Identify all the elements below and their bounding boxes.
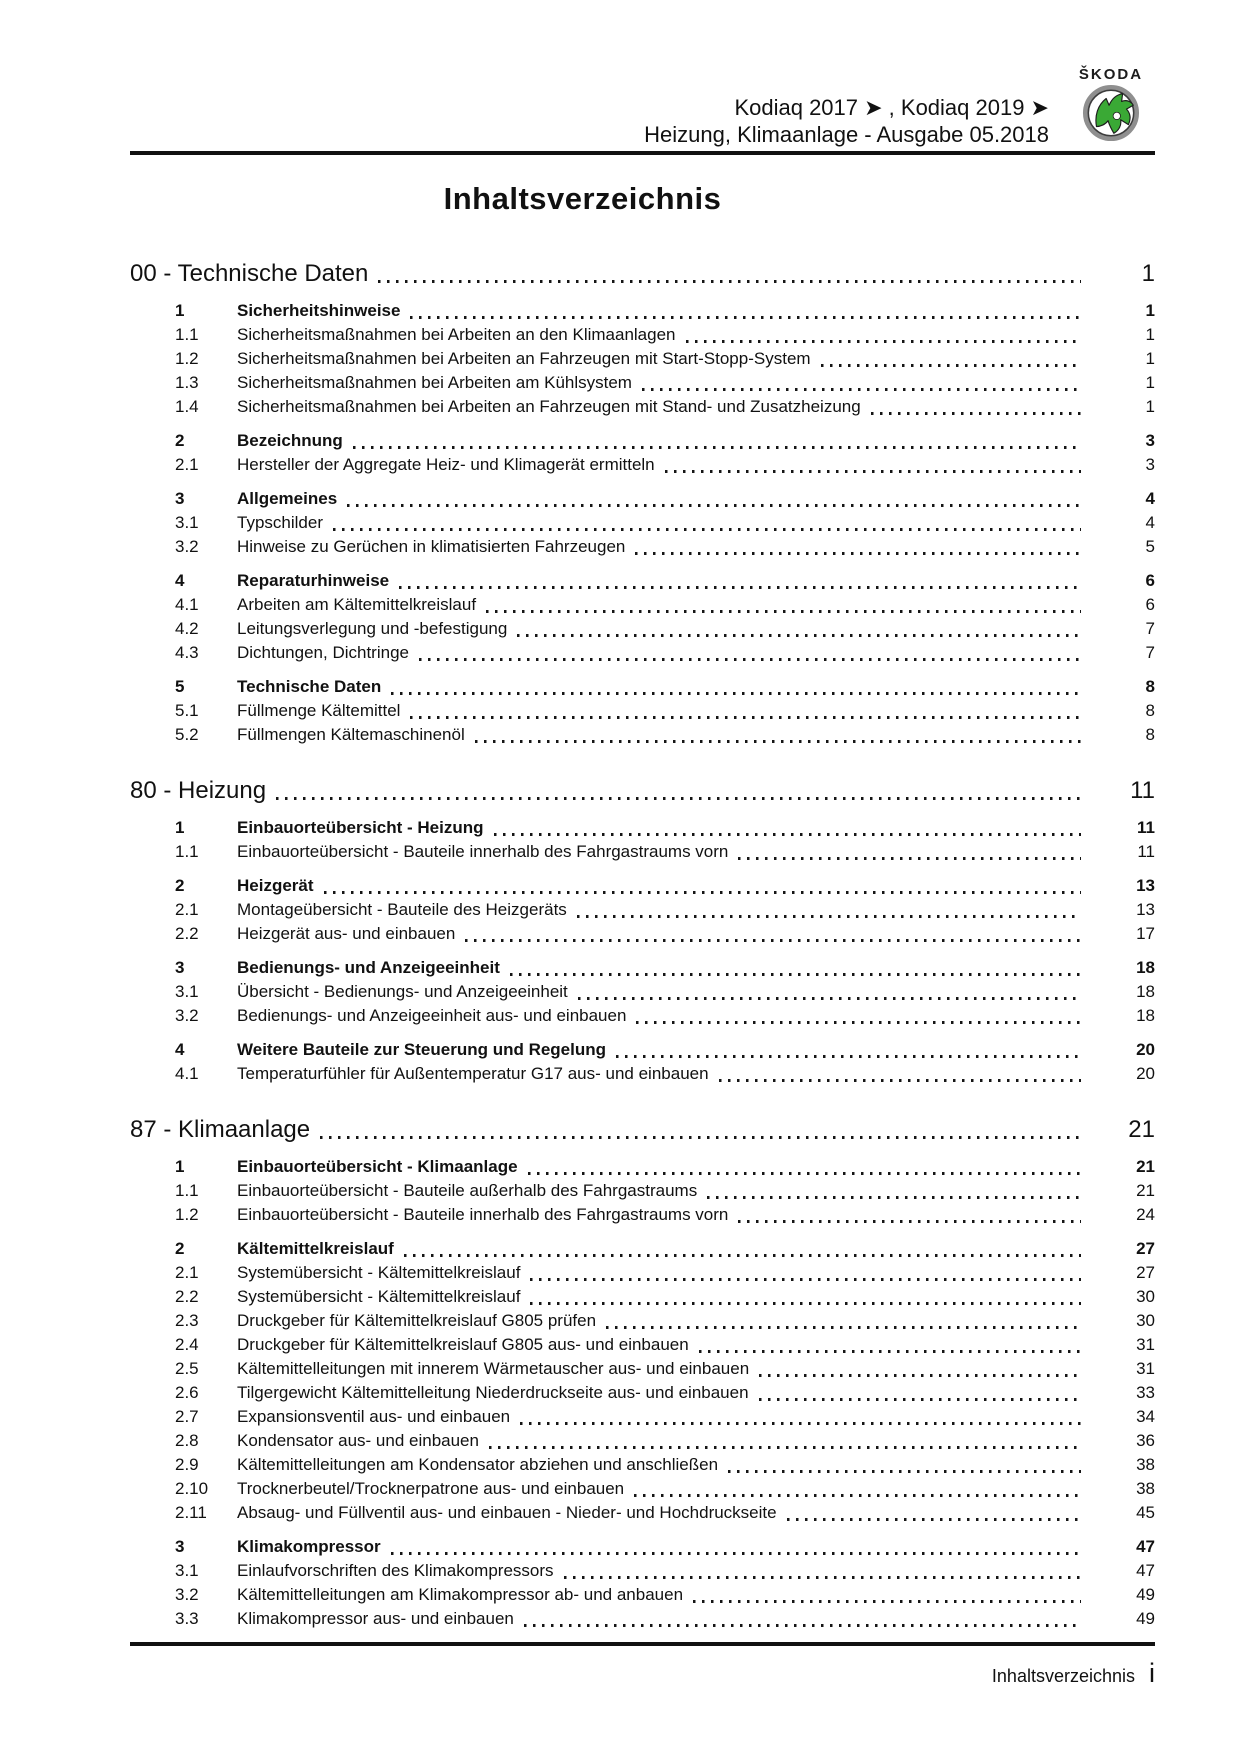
dotted-leader bbox=[475, 740, 1081, 743]
toc-entry-row[interactable] bbox=[130, 323, 1155, 347]
toc-entry-number: 3.3 bbox=[175, 1609, 199, 1628]
dotted-leader bbox=[871, 412, 1081, 415]
dotted-leader bbox=[636, 1021, 1081, 1024]
toc-entry-row[interactable] bbox=[130, 1607, 1155, 1631]
toc-entry-number: 4.1 bbox=[175, 595, 199, 614]
toc-entry-page-number: 49 bbox=[1136, 1585, 1155, 1604]
dotted-leader bbox=[486, 610, 1081, 613]
dotted-leader bbox=[642, 388, 1081, 391]
toc-entry-page-number: 1 bbox=[1145, 301, 1155, 320]
dotted-leader bbox=[530, 1302, 1081, 1305]
skoda-wordmark: ŠKODA bbox=[1078, 66, 1144, 83]
toc-entry-page-number: 4 bbox=[1145, 489, 1155, 508]
toc-entry-page-number: 49 bbox=[1136, 1609, 1155, 1628]
dotted-leader bbox=[686, 340, 1082, 343]
toc-entry-page-number: 3 bbox=[1145, 431, 1155, 450]
toc-entry-page-number: 24 bbox=[1136, 1205, 1155, 1224]
toc-entry-title: Einbauorteübersicht - Bauteile außerhalb des Fahrgastraums bbox=[237, 1181, 698, 1200]
dotted-leader bbox=[699, 1350, 1081, 1353]
toc-entry-page-number: 31 bbox=[1136, 1359, 1155, 1378]
toc-section-label: 87 - Klimaanlage bbox=[130, 1116, 311, 1143]
toc-entry-row[interactable] bbox=[130, 980, 1155, 1004]
dotted-leader bbox=[347, 504, 1081, 507]
toc-entry-title: Reparaturhinweise bbox=[237, 571, 390, 590]
toc-entry-title: Allgemeines bbox=[237, 489, 338, 508]
toc-entry-number: 2 bbox=[175, 431, 185, 450]
toc-entry-title: Temperaturfühler für Außentemperatur G17 aus- und einbauen bbox=[237, 1064, 709, 1083]
dotted-leader bbox=[564, 1576, 1081, 1579]
toc-entry-page-number: 1 bbox=[1145, 349, 1155, 368]
footer-page-number: i bbox=[1149, 1658, 1155, 1688]
toc-entry-title: Klimakompressor aus- und einbauen bbox=[237, 1609, 514, 1628]
dotted-leader bbox=[410, 316, 1081, 319]
toc-entry-title: Montageübersicht - Bauteile des Heizgeräts bbox=[237, 900, 567, 919]
toc-entry-row[interactable] bbox=[130, 956, 1155, 980]
toc-entry-title: Füllmenge Kältemittel bbox=[237, 701, 401, 720]
toc-entry-number: 2 bbox=[175, 876, 185, 895]
toc-entry-number: 3.2 bbox=[175, 537, 199, 556]
dotted-leader bbox=[665, 470, 1081, 473]
toc-entry-number: 3.1 bbox=[175, 982, 199, 1001]
toc-entry-title: Einbauorteübersicht - Bauteile innerhalb des Fahrgastraums vorn bbox=[237, 842, 729, 861]
table-of-contents bbox=[130, 259, 1155, 1631]
toc-entry-row[interactable] bbox=[130, 1583, 1155, 1607]
toc-entry-title: Hinweise zu Gerüchen in klimatisierten Fahrzeugen bbox=[237, 537, 626, 556]
toc-entry-title: Sicherheitsmaßnahmen bei Arbeiten an Fahrzeugen mit Stand- und Zusatzheizung bbox=[237, 397, 861, 416]
toc-entry-row[interactable] bbox=[130, 371, 1155, 395]
dotted-leader bbox=[391, 692, 1081, 695]
toc-entry-number: 1 bbox=[175, 1157, 185, 1176]
toc-entry-title: Dichtungen, Dichtringe bbox=[237, 643, 409, 662]
toc-entry-page-number: 27 bbox=[1136, 1263, 1155, 1282]
toc-section-row[interactable] bbox=[130, 1115, 1155, 1145]
toc-entry-page-number: 21 bbox=[1136, 1157, 1155, 1176]
toc-entry-row[interactable] bbox=[130, 898, 1155, 922]
toc-entry-row[interactable] bbox=[130, 1477, 1155, 1501]
toc-entry-title: Trocknerbeutel/Trocknerpatrone aus- und einbauen bbox=[237, 1479, 625, 1498]
toc-entry-page-number: 33 bbox=[1136, 1383, 1155, 1402]
toc-entry-row[interactable] bbox=[130, 1429, 1155, 1453]
toc-entry-number: 1.1 bbox=[175, 325, 199, 344]
header-document-line: Heizung, Klimaanlage - Ausgabe 05.2018 bbox=[644, 122, 1049, 147]
dotted-leader bbox=[577, 915, 1081, 918]
toc-entry-row[interactable] bbox=[130, 1559, 1155, 1583]
toc-entry-row[interactable] bbox=[130, 617, 1155, 641]
toc-entry-row[interactable] bbox=[130, 535, 1155, 559]
dotted-leader bbox=[399, 586, 1081, 589]
toc-entry-page-number: 38 bbox=[1136, 1455, 1155, 1474]
dotted-leader bbox=[489, 1446, 1081, 1449]
toc-entry-page-number: 47 bbox=[1136, 1537, 1155, 1556]
toc-entry-title: Expansionsventil aus- und einbauen bbox=[237, 1407, 511, 1426]
toc-entry-row[interactable] bbox=[130, 840, 1155, 864]
header-divider bbox=[130, 151, 1155, 155]
toc-entry-row[interactable] bbox=[130, 1285, 1155, 1309]
toc-entry-row[interactable] bbox=[130, 922, 1155, 946]
toc-entry-page-number: 1 bbox=[1145, 373, 1155, 392]
toc-entry-page-number: 8 bbox=[1145, 677, 1155, 696]
dotted-leader bbox=[616, 1055, 1081, 1058]
toc-entry-number: 3.2 bbox=[175, 1585, 199, 1604]
toc-entry-page-number: 36 bbox=[1136, 1431, 1155, 1450]
dotted-leader bbox=[524, 1624, 1081, 1627]
toc-entry-page-number: 30 bbox=[1136, 1311, 1155, 1330]
toc-entry-page-number: 18 bbox=[1136, 1006, 1155, 1025]
toc-entry-title: Systemübersicht - Kältemittelkreislauf bbox=[237, 1287, 521, 1306]
toc-entry-page-number: 6 bbox=[1145, 595, 1155, 614]
toc-section-label: 80 - Heizung bbox=[130, 777, 267, 804]
toc-entry-row[interactable] bbox=[130, 1501, 1155, 1525]
toc-entry-row[interactable] bbox=[130, 453, 1155, 477]
toc-entry-number: 2.11 bbox=[175, 1503, 207, 1522]
toc-entry-title: Arbeiten am Kältemittelkreislauf bbox=[237, 595, 477, 614]
dotted-leader bbox=[320, 1136, 1081, 1139]
toc-entry-title: Absaug- und Füllventil aus- und einbauen - Nieder- und Hochdruckseite bbox=[237, 1503, 777, 1522]
toc-entry-number: 3.1 bbox=[175, 1561, 199, 1580]
toc-section-row[interactable] bbox=[130, 776, 1155, 806]
toc-entry-row[interactable] bbox=[130, 874, 1155, 898]
toc-entry-page-number: 3 bbox=[1145, 455, 1155, 474]
dotted-leader bbox=[520, 1422, 1081, 1425]
dotted-leader bbox=[324, 891, 1081, 894]
toc-entry-title: Übersicht - Bedienungs- und Anzeigeeinheit bbox=[237, 982, 568, 1001]
toc-entry-number: 3 bbox=[175, 1537, 185, 1556]
toc-entry-page-number: 5 bbox=[1145, 537, 1155, 556]
toc-entry-page-number: 17 bbox=[1136, 924, 1155, 943]
toc-entry-row[interactable] bbox=[130, 675, 1155, 699]
dotted-leader bbox=[494, 833, 1081, 836]
dotted-leader bbox=[578, 997, 1081, 1000]
toc-entry-number: 2.6 bbox=[175, 1383, 199, 1402]
toc-entry-page-number: 1 bbox=[1145, 397, 1155, 416]
toc-entry-title: Tilgergewicht Kältemittelleitung Niederdruckseite aus- und einbauen bbox=[237, 1383, 749, 1402]
toc-entry-title: Weitere Bauteile zur Steuerung und Regelung bbox=[237, 1040, 607, 1059]
toc-entry-number: 1.3 bbox=[175, 373, 199, 392]
toc-entry-number: 1.2 bbox=[175, 349, 199, 368]
toc-entry-number: 4 bbox=[175, 1040, 185, 1059]
toc-entry-number: 3.1 bbox=[175, 513, 199, 532]
toc-entry-row[interactable] bbox=[130, 641, 1155, 665]
dotted-leader bbox=[634, 1494, 1081, 1497]
toc-entry-title: Heizgerät bbox=[237, 876, 314, 895]
toc-section bbox=[130, 1115, 1155, 1631]
toc-entry-row[interactable] bbox=[130, 723, 1155, 747]
toc-entry-title: Sicherheitsmaßnahmen bei Arbeiten an den Klimaanlagen bbox=[237, 325, 676, 344]
toc-entry-page-number: 4 bbox=[1145, 513, 1155, 532]
toc-entry-title: Kältemittelkreislauf bbox=[237, 1239, 394, 1258]
toc-entry-title: Einbauorteübersicht - Heizung bbox=[237, 818, 484, 837]
toc-entry-page-number: 20 bbox=[1136, 1064, 1155, 1083]
dotted-leader bbox=[353, 446, 1081, 449]
toc-entry-title: Systemübersicht - Kältemittelkreislauf bbox=[237, 1263, 521, 1282]
toc-entry-number: 2.7 bbox=[175, 1407, 199, 1426]
toc-entry-title: Heizgerät aus- und einbauen bbox=[237, 924, 456, 943]
toc-entry-page-number: 13 bbox=[1136, 900, 1155, 919]
toc-entry-row[interactable] bbox=[130, 569, 1155, 593]
dotted-leader bbox=[517, 634, 1081, 637]
dotted-leader bbox=[719, 1079, 1081, 1082]
dotted-leader bbox=[759, 1398, 1081, 1401]
toc-entry-row[interactable] bbox=[130, 1309, 1155, 1333]
toc-entry-number: 4.3 bbox=[175, 643, 199, 662]
toc-entry-row[interactable] bbox=[130, 593, 1155, 617]
toc-entry-number: 1.4 bbox=[175, 397, 199, 416]
dotted-leader bbox=[707, 1196, 1081, 1199]
toc-entry-number: 2 bbox=[175, 1239, 185, 1258]
toc-entry-number: 2.1 bbox=[175, 455, 199, 474]
skoda-logo bbox=[1067, 66, 1155, 142]
dotted-leader bbox=[378, 280, 1081, 283]
page-title: Inhaltsverzeichnis bbox=[443, 181, 722, 216]
toc-entry-title: Kältemittelleitungen mit innerem Wärmetauscher aus- und einbauen bbox=[237, 1359, 750, 1378]
dotted-leader bbox=[410, 716, 1081, 719]
dotted-leader bbox=[759, 1374, 1081, 1377]
toc-entry-number: 2.2 bbox=[175, 1287, 199, 1306]
toc-entry-page-number: 8 bbox=[1145, 725, 1155, 744]
toc-entry-number: 2.5 bbox=[175, 1359, 199, 1378]
toc-entry-row[interactable] bbox=[130, 1237, 1155, 1261]
toc-entry-number: 2.8 bbox=[175, 1431, 199, 1450]
toc-entry-title: Kältemittelleitungen am Kondensator abziehen und anschließen bbox=[237, 1455, 719, 1474]
dotted-leader bbox=[530, 1278, 1081, 1281]
toc-entry-number: 1 bbox=[175, 818, 185, 837]
toc-entry-row[interactable] bbox=[130, 1333, 1155, 1357]
toc-entry-title: Druckgeber für Kältemittelkreislauf G805 aus- und einbauen bbox=[237, 1335, 689, 1354]
toc-entry-number: 4.1 bbox=[175, 1064, 199, 1083]
toc-entry-row[interactable] bbox=[130, 511, 1155, 535]
toc-entry-number: 1.1 bbox=[175, 1181, 199, 1200]
toc-section bbox=[130, 776, 1155, 1086]
toc-entry-row[interactable] bbox=[130, 395, 1155, 419]
toc-entry-title: Sicherheitsmaßnahmen bei Arbeiten am Kühlsystem bbox=[237, 373, 632, 392]
toc-entry-row[interactable] bbox=[130, 487, 1155, 511]
toc-entry-title: Füllmengen Kältemaschinenöl bbox=[237, 725, 465, 744]
toc-entry-row[interactable] bbox=[130, 699, 1155, 723]
dotted-leader bbox=[693, 1600, 1081, 1603]
toc-entry-row[interactable] bbox=[130, 1405, 1155, 1429]
toc-entry-title: Kondensator aus- und einbauen bbox=[237, 1431, 479, 1450]
toc-section-page-number: 11 bbox=[1130, 777, 1155, 804]
toc-entry-title: Typschilder bbox=[237, 513, 323, 532]
toc-entry-page-number: 31 bbox=[1136, 1335, 1155, 1354]
toc-entry-row[interactable] bbox=[130, 1155, 1155, 1179]
toc-entry-row[interactable] bbox=[130, 1038, 1155, 1062]
toc-entry-page-number: 34 bbox=[1136, 1407, 1155, 1426]
toc-entry-page-number: 20 bbox=[1136, 1040, 1155, 1059]
footer-label: Inhaltsverzeichnis bbox=[991, 1666, 1135, 1686]
toc-entry-title: Hersteller der Aggregate Heiz- und Klimagerät ermitteln bbox=[237, 455, 655, 474]
toc-entry-number: 2.9 bbox=[175, 1455, 199, 1474]
toc-entry-title: Sicherheitsmaßnahmen bei Arbeiten an Fahrzeugen mit Start-Stopp-System bbox=[237, 349, 811, 368]
toc-entry-page-number: 6 bbox=[1145, 571, 1155, 590]
toc-entry-title: Einbauorteübersicht - Bauteile innerhalb des Fahrgastraums vorn bbox=[237, 1205, 729, 1224]
toc-entry-row[interactable] bbox=[130, 1261, 1155, 1285]
dotted-leader bbox=[635, 552, 1081, 555]
header-model-line: Kodiaq 2017 ➤ , Kodiaq 2019 ➤ bbox=[734, 95, 1049, 120]
toc-entry-title: Leitungsverlegung und -befestigung bbox=[237, 619, 508, 638]
toc-entry-number: 2.3 bbox=[175, 1311, 199, 1330]
dotted-leader bbox=[404, 1254, 1081, 1257]
toc-entry-number: 2.1 bbox=[175, 900, 199, 919]
toc-entry-row[interactable] bbox=[130, 429, 1155, 453]
toc-entry-page-number: 8 bbox=[1145, 701, 1155, 720]
dotted-leader bbox=[391, 1552, 1081, 1555]
dotted-leader bbox=[606, 1326, 1081, 1329]
toc-entry-row[interactable] bbox=[130, 1381, 1155, 1405]
dotted-leader bbox=[787, 1518, 1081, 1521]
toc-entry-title: Einbauorteübersicht - Klimaanlage bbox=[237, 1157, 518, 1176]
toc-entry-number: 5 bbox=[175, 677, 185, 696]
toc-entry-page-number: 11 bbox=[1137, 818, 1155, 837]
dotted-leader bbox=[510, 973, 1081, 976]
toc-entry-title: Druckgeber für Kältemittelkreislauf G805 prüfen bbox=[237, 1311, 597, 1330]
toc-entry-page-number: 1 bbox=[1145, 325, 1155, 344]
dotted-leader bbox=[465, 939, 1081, 942]
toc-entry-page-number: 13 bbox=[1136, 876, 1155, 895]
toc-entry-page-number: 18 bbox=[1136, 982, 1155, 1001]
toc-entry-number: 1 bbox=[175, 301, 185, 320]
toc-entry-page-number: 27 bbox=[1136, 1239, 1155, 1258]
dotted-leader bbox=[821, 364, 1081, 367]
skoda-winged-arrow-icon bbox=[1082, 84, 1140, 142]
toc-section bbox=[130, 259, 1155, 747]
header-text bbox=[644, 66, 1049, 148]
toc-entry-row[interactable] bbox=[130, 816, 1155, 840]
toc-section-row[interactable] bbox=[130, 259, 1155, 289]
toc-entry-number: 4.2 bbox=[175, 619, 199, 638]
toc-entry-page-number: 45 bbox=[1136, 1503, 1155, 1522]
toc-entry-row[interactable] bbox=[130, 1004, 1155, 1028]
dotted-leader bbox=[276, 797, 1081, 800]
toc-entry-page-number: 38 bbox=[1136, 1479, 1155, 1498]
dotted-leader bbox=[419, 658, 1081, 661]
toc-entry-page-number: 21 bbox=[1136, 1181, 1155, 1200]
toc-entry-row[interactable] bbox=[130, 1357, 1155, 1381]
toc-entry-page-number: 18 bbox=[1136, 958, 1155, 977]
toc-entry-title: Bedienungs- und Anzeigeeinheit aus- und einbauen bbox=[237, 1006, 627, 1025]
page-header bbox=[130, 66, 1155, 148]
toc-entry-number: 5.2 bbox=[175, 725, 199, 744]
toc-entry-row[interactable] bbox=[130, 1062, 1155, 1086]
toc-entry-page-number: 47 bbox=[1136, 1561, 1155, 1580]
toc-entry-number: 5.1 bbox=[175, 701, 199, 720]
page-footer bbox=[992, 1658, 1155, 1689]
toc-entry-row[interactable] bbox=[130, 1453, 1155, 1477]
toc-section-page-number: 21 bbox=[1128, 1116, 1155, 1143]
toc-entry-number: 1.1 bbox=[175, 842, 199, 861]
footer-divider bbox=[130, 1642, 1155, 1646]
toc-entry-title: Einlaufvorschriften des Klimakompressors bbox=[237, 1561, 554, 1580]
toc-entry-number: 4 bbox=[175, 571, 185, 590]
dotted-leader bbox=[738, 857, 1081, 860]
toc-entry-title: Technische Daten bbox=[237, 677, 382, 696]
toc-entry-number: 2.1 bbox=[175, 1263, 199, 1282]
toc-entry-number: 2.4 bbox=[175, 1335, 199, 1354]
toc-entry-title: Bezeichnung bbox=[237, 431, 343, 450]
toc-entry-title: Bedienungs- und Anzeigeeinheit bbox=[237, 958, 500, 977]
toc-entry-row[interactable] bbox=[130, 1535, 1155, 1559]
toc-entry-number: 1.2 bbox=[175, 1205, 199, 1224]
toc-section-page-number: 1 bbox=[1141, 260, 1155, 287]
toc-entry-page-number: 30 bbox=[1136, 1287, 1155, 1306]
toc-entry-row[interactable] bbox=[130, 1203, 1155, 1227]
toc-entry-number: 2.2 bbox=[175, 924, 199, 943]
toc-entry-number: 3 bbox=[175, 489, 185, 508]
toc-entry-page-number: 7 bbox=[1145, 619, 1155, 638]
toc-entry-page-number: 11 bbox=[1137, 842, 1155, 861]
toc-entry-title: Klimakompressor bbox=[237, 1537, 381, 1556]
toc-entry-number: 3 bbox=[175, 958, 185, 977]
toc-entry-page-number: 7 bbox=[1145, 643, 1155, 662]
toc-entry-title: Sicherheitshinweise bbox=[237, 301, 401, 320]
dotted-leader bbox=[528, 1172, 1081, 1175]
toc-entry-number: 2.10 bbox=[175, 1479, 209, 1498]
toc-entry-number: 3.2 bbox=[175, 1006, 199, 1025]
dotted-leader bbox=[738, 1220, 1081, 1223]
toc-entry-row[interactable] bbox=[130, 1179, 1155, 1203]
toc-entry-row[interactable] bbox=[130, 299, 1155, 323]
dotted-leader bbox=[728, 1470, 1081, 1473]
toc-entry-row[interactable] bbox=[130, 347, 1155, 371]
dotted-leader bbox=[333, 528, 1081, 531]
toc-section-label: 00 - Technische Daten bbox=[130, 260, 369, 287]
toc-entry-title: Kältemittelleitungen am Klimakompressor ab- und anbauen bbox=[237, 1585, 684, 1604]
